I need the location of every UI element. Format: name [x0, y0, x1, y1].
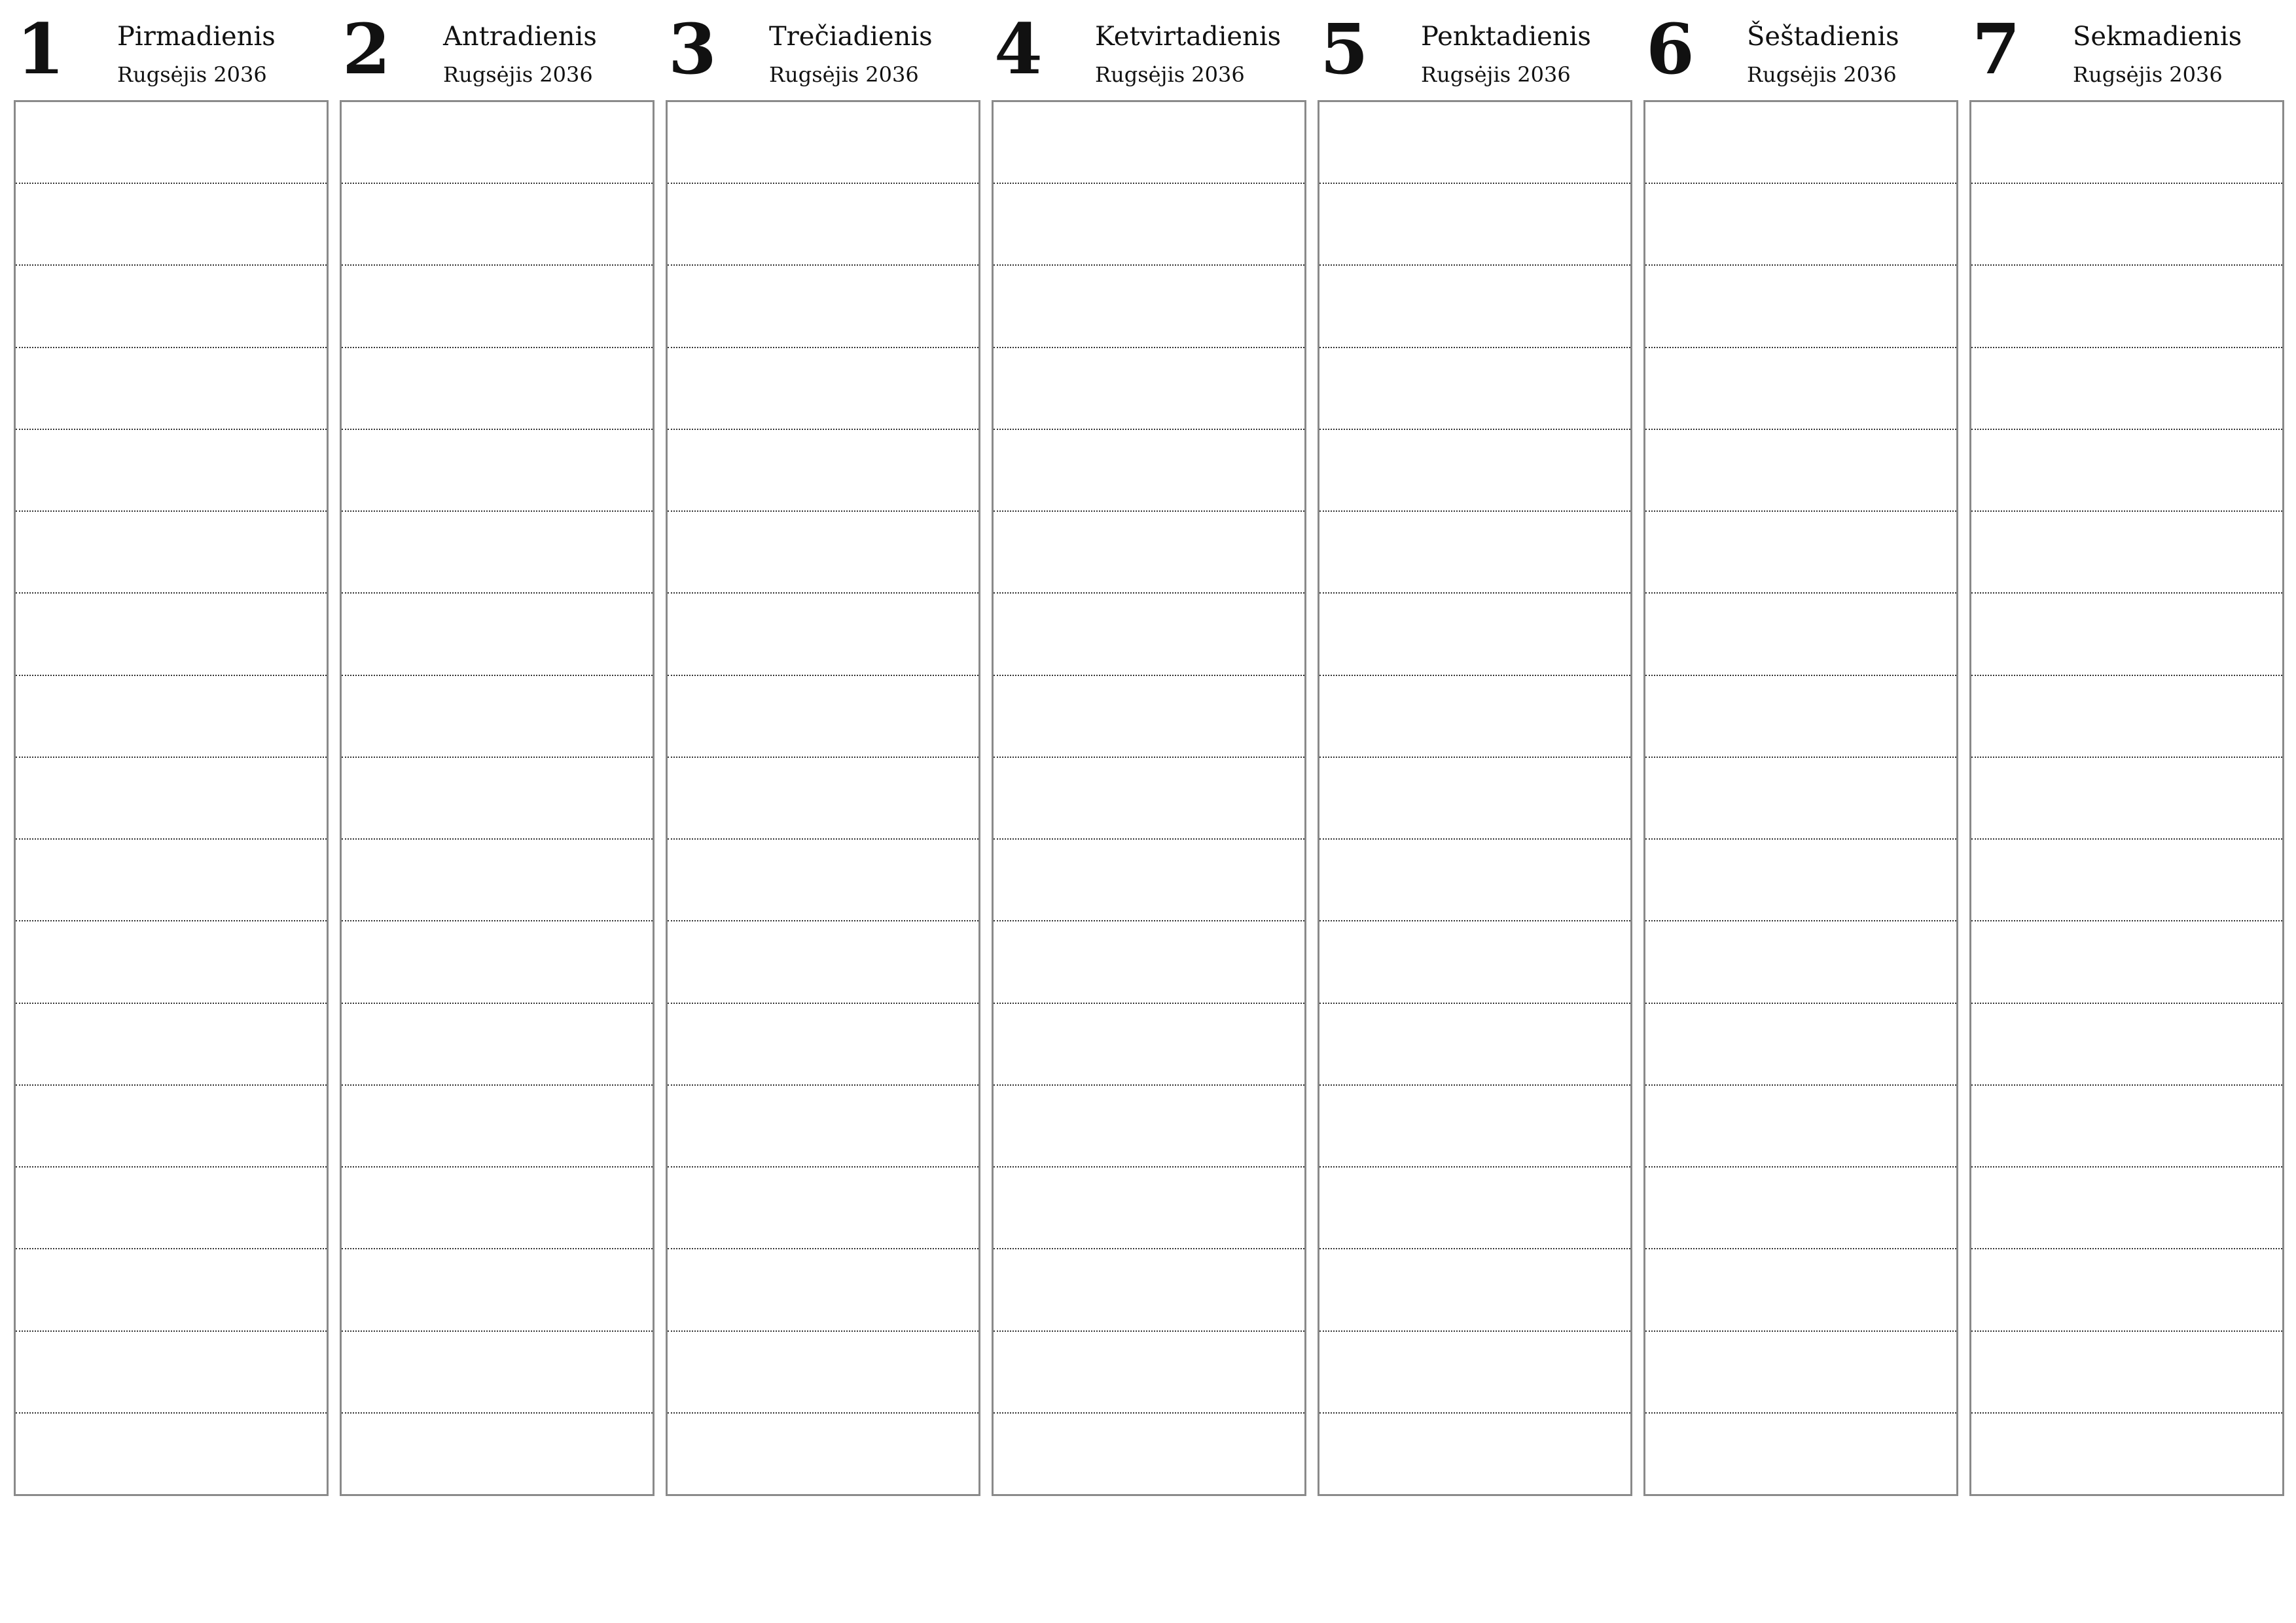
note-line[interactable] — [342, 1003, 653, 1084]
note-line[interactable] — [1971, 183, 2282, 264]
note-line[interactable] — [1645, 183, 1956, 264]
note-line[interactable] — [994, 1003, 1304, 1084]
note-line[interactable] — [16, 347, 327, 429]
note-line[interactable] — [1971, 1084, 2282, 1166]
note-line[interactable] — [994, 920, 1304, 1002]
note-line[interactable] — [994, 1248, 1304, 1330]
day-name: Ketvirtadienis — [1095, 22, 1282, 52]
note-line[interactable] — [1319, 510, 1630, 592]
note-line[interactable] — [668, 429, 978, 510]
day-header — [340, 0, 653, 98]
note-line[interactable] — [1971, 757, 2282, 838]
note-line[interactable] — [1645, 510, 1956, 592]
note-line[interactable] — [668, 675, 978, 757]
note-line[interactable] — [1645, 264, 1956, 346]
note-line[interactable] — [668, 1166, 978, 1248]
note-line[interactable] — [1645, 1330, 1956, 1412]
note-line[interactable] — [1319, 757, 1630, 838]
note-line[interactable] — [1971, 1166, 2282, 1248]
note-line[interactable] — [16, 510, 327, 592]
note-line[interactable] — [1971, 102, 2282, 183]
day-column-5 — [1318, 0, 1631, 1502]
note-line[interactable] — [16, 1084, 327, 1166]
note-line[interactable] — [1971, 838, 2282, 920]
note-line[interactable] — [1971, 1248, 2282, 1330]
note-line[interactable] — [668, 1412, 978, 1494]
note-line[interactable] — [994, 675, 1304, 757]
note-line[interactable] — [994, 102, 1304, 183]
day-notes-box[interactable] — [1643, 100, 1958, 1496]
note-line[interactable] — [16, 429, 327, 510]
day-header — [666, 0, 979, 98]
note-line[interactable] — [994, 347, 1304, 429]
note-line[interactable] — [1645, 838, 1956, 920]
day-notes-box[interactable] — [1969, 100, 2284, 1496]
day-month: Rugsėjis 2036 — [1095, 62, 1245, 87]
note-line[interactable] — [1319, 429, 1630, 510]
note-line[interactable] — [16, 183, 327, 264]
note-line[interactable] — [668, 1003, 978, 1084]
note-line[interactable] — [668, 183, 978, 264]
note-line[interactable] — [1971, 1003, 2282, 1084]
note-line[interactable] — [342, 838, 653, 920]
day-month: Rugsėjis 2036 — [1421, 62, 1571, 87]
note-line[interactable] — [1319, 1330, 1630, 1412]
note-line[interactable] — [1971, 1330, 2282, 1412]
note-line[interactable] — [1319, 347, 1630, 429]
note-line[interactable] — [342, 102, 653, 183]
note-line[interactable] — [1645, 1084, 1956, 1166]
day-header — [14, 0, 327, 98]
note-line[interactable] — [1319, 1412, 1630, 1494]
note-line[interactable] — [16, 920, 327, 1002]
day-notes-box[interactable] — [14, 100, 329, 1496]
note-line[interactable] — [994, 838, 1304, 920]
day-column-2 — [340, 0, 653, 1502]
day-column-4 — [992, 0, 1305, 1502]
note-line[interactable] — [1645, 757, 1956, 838]
note-line[interactable] — [342, 347, 653, 429]
note-line[interactable] — [1971, 1412, 2282, 1494]
note-line[interactable] — [342, 510, 653, 592]
note-line[interactable] — [1319, 675, 1630, 757]
note-line[interactable] — [1645, 675, 1956, 757]
day-month: Rugsėjis 2036 — [1747, 62, 1897, 87]
day-month: Rugsėjis 2036 — [117, 62, 267, 87]
note-line[interactable] — [16, 1248, 327, 1330]
note-line[interactable] — [1319, 920, 1630, 1002]
day-name: Sekmadienis — [2073, 22, 2242, 52]
note-line[interactable] — [994, 757, 1304, 838]
note-line[interactable] — [1971, 920, 2282, 1002]
note-line[interactable] — [994, 429, 1304, 510]
note-line[interactable] — [16, 757, 327, 838]
day-name: Trečiadienis — [769, 22, 933, 52]
day-name: Pirmadienis — [117, 22, 276, 52]
day-number: 3 — [668, 8, 717, 90]
day-month: Rugsėjis 2036 — [443, 62, 593, 87]
day-column-3 — [666, 0, 979, 1502]
note-line[interactable] — [342, 264, 653, 346]
day-column-7 — [1969, 0, 2283, 1502]
day-header — [1643, 0, 1957, 98]
note-line[interactable] — [16, 264, 327, 346]
note-line[interactable] — [342, 757, 653, 838]
day-number: 7 — [1972, 8, 2020, 90]
day-month: Rugsėjis 2036 — [769, 62, 919, 87]
note-line[interactable] — [1971, 429, 2282, 510]
note-line[interactable] — [342, 429, 653, 510]
day-number: 5 — [1320, 8, 1369, 90]
note-line[interactable] — [16, 838, 327, 920]
note-line[interactable] — [1645, 1166, 1956, 1248]
note-line[interactable] — [1319, 264, 1630, 346]
day-number: 1 — [16, 8, 65, 90]
note-line[interactable] — [668, 920, 978, 1002]
note-line[interactable] — [994, 1166, 1304, 1248]
note-line[interactable] — [342, 1330, 653, 1412]
note-line[interactable] — [342, 1166, 653, 1248]
note-line[interactable] — [1645, 347, 1956, 429]
day-header — [992, 0, 1305, 98]
day-header — [1969, 0, 2283, 98]
day-header — [1318, 0, 1631, 98]
day-name: Penktadienis — [1421, 22, 1591, 52]
note-line[interactable] — [342, 675, 653, 757]
note-line[interactable] — [994, 1084, 1304, 1166]
day-number: 4 — [994, 8, 1043, 90]
note-line[interactable] — [1319, 1248, 1630, 1330]
day-month: Rugsėjis 2036 — [2073, 62, 2223, 87]
day-notes-box[interactable] — [666, 100, 980, 1496]
note-line[interactable] — [1319, 1084, 1630, 1166]
note-line[interactable] — [668, 838, 978, 920]
day-notes-box[interactable] — [1318, 100, 1632, 1496]
note-line[interactable] — [1645, 920, 1956, 1002]
note-line[interactable] — [16, 1003, 327, 1084]
note-line[interactable] — [16, 1166, 327, 1248]
day-column-6 — [1643, 0, 1957, 1502]
note-line[interactable] — [994, 1412, 1304, 1494]
note-line[interactable] — [1645, 1003, 1956, 1084]
note-line[interactable] — [1645, 102, 1956, 183]
note-line[interactable] — [1319, 102, 1630, 183]
note-line[interactable] — [1319, 1166, 1630, 1248]
day-notes-box[interactable] — [992, 100, 1306, 1496]
day-number: 2 — [342, 8, 391, 90]
note-line[interactable] — [16, 102, 327, 183]
note-line[interactable] — [342, 1412, 653, 1494]
note-line[interactable] — [342, 183, 653, 264]
day-name: Šeštadienis — [1747, 22, 1899, 52]
note-line[interactable] — [668, 264, 978, 346]
note-line[interactable] — [1971, 347, 2282, 429]
note-line[interactable] — [668, 1084, 978, 1166]
day-name: Antradienis — [443, 22, 597, 52]
note-line[interactable] — [16, 1330, 327, 1412]
note-line[interactable] — [668, 592, 978, 674]
note-line[interactable] — [1645, 1412, 1956, 1494]
note-line[interactable] — [1645, 429, 1956, 510]
note-line[interactable] — [994, 510, 1304, 592]
note-line[interactable] — [1645, 592, 1956, 674]
note-line[interactable] — [1319, 592, 1630, 674]
note-line[interactable] — [668, 510, 978, 592]
note-line[interactable] — [668, 347, 978, 429]
note-line[interactable] — [16, 675, 327, 757]
note-line[interactable] — [994, 1330, 1304, 1412]
day-number: 6 — [1646, 8, 1695, 90]
note-line[interactable] — [342, 1084, 653, 1166]
note-line[interactable] — [1971, 510, 2282, 592]
note-line[interactable] — [668, 757, 978, 838]
note-line[interactable] — [342, 920, 653, 1002]
note-line[interactable] — [1319, 183, 1630, 264]
note-line[interactable] — [342, 592, 653, 674]
day-notes-box[interactable] — [340, 100, 655, 1496]
note-line[interactable] — [668, 102, 978, 183]
note-line[interactable] — [16, 592, 327, 674]
note-line[interactable] — [1971, 264, 2282, 346]
note-line[interactable] — [1971, 592, 2282, 674]
note-line[interactable] — [1971, 675, 2282, 757]
note-line[interactable] — [1645, 1248, 1956, 1330]
note-line[interactable] — [668, 1248, 978, 1330]
note-line[interactable] — [994, 592, 1304, 674]
note-line[interactable] — [342, 1248, 653, 1330]
note-line[interactable] — [994, 183, 1304, 264]
note-line[interactable] — [994, 264, 1304, 346]
note-line[interactable] — [16, 1412, 327, 1494]
note-line[interactable] — [1319, 1003, 1630, 1084]
note-line[interactable] — [668, 1330, 978, 1412]
day-column-1 — [14, 0, 327, 1502]
note-line[interactable] — [1319, 838, 1630, 920]
